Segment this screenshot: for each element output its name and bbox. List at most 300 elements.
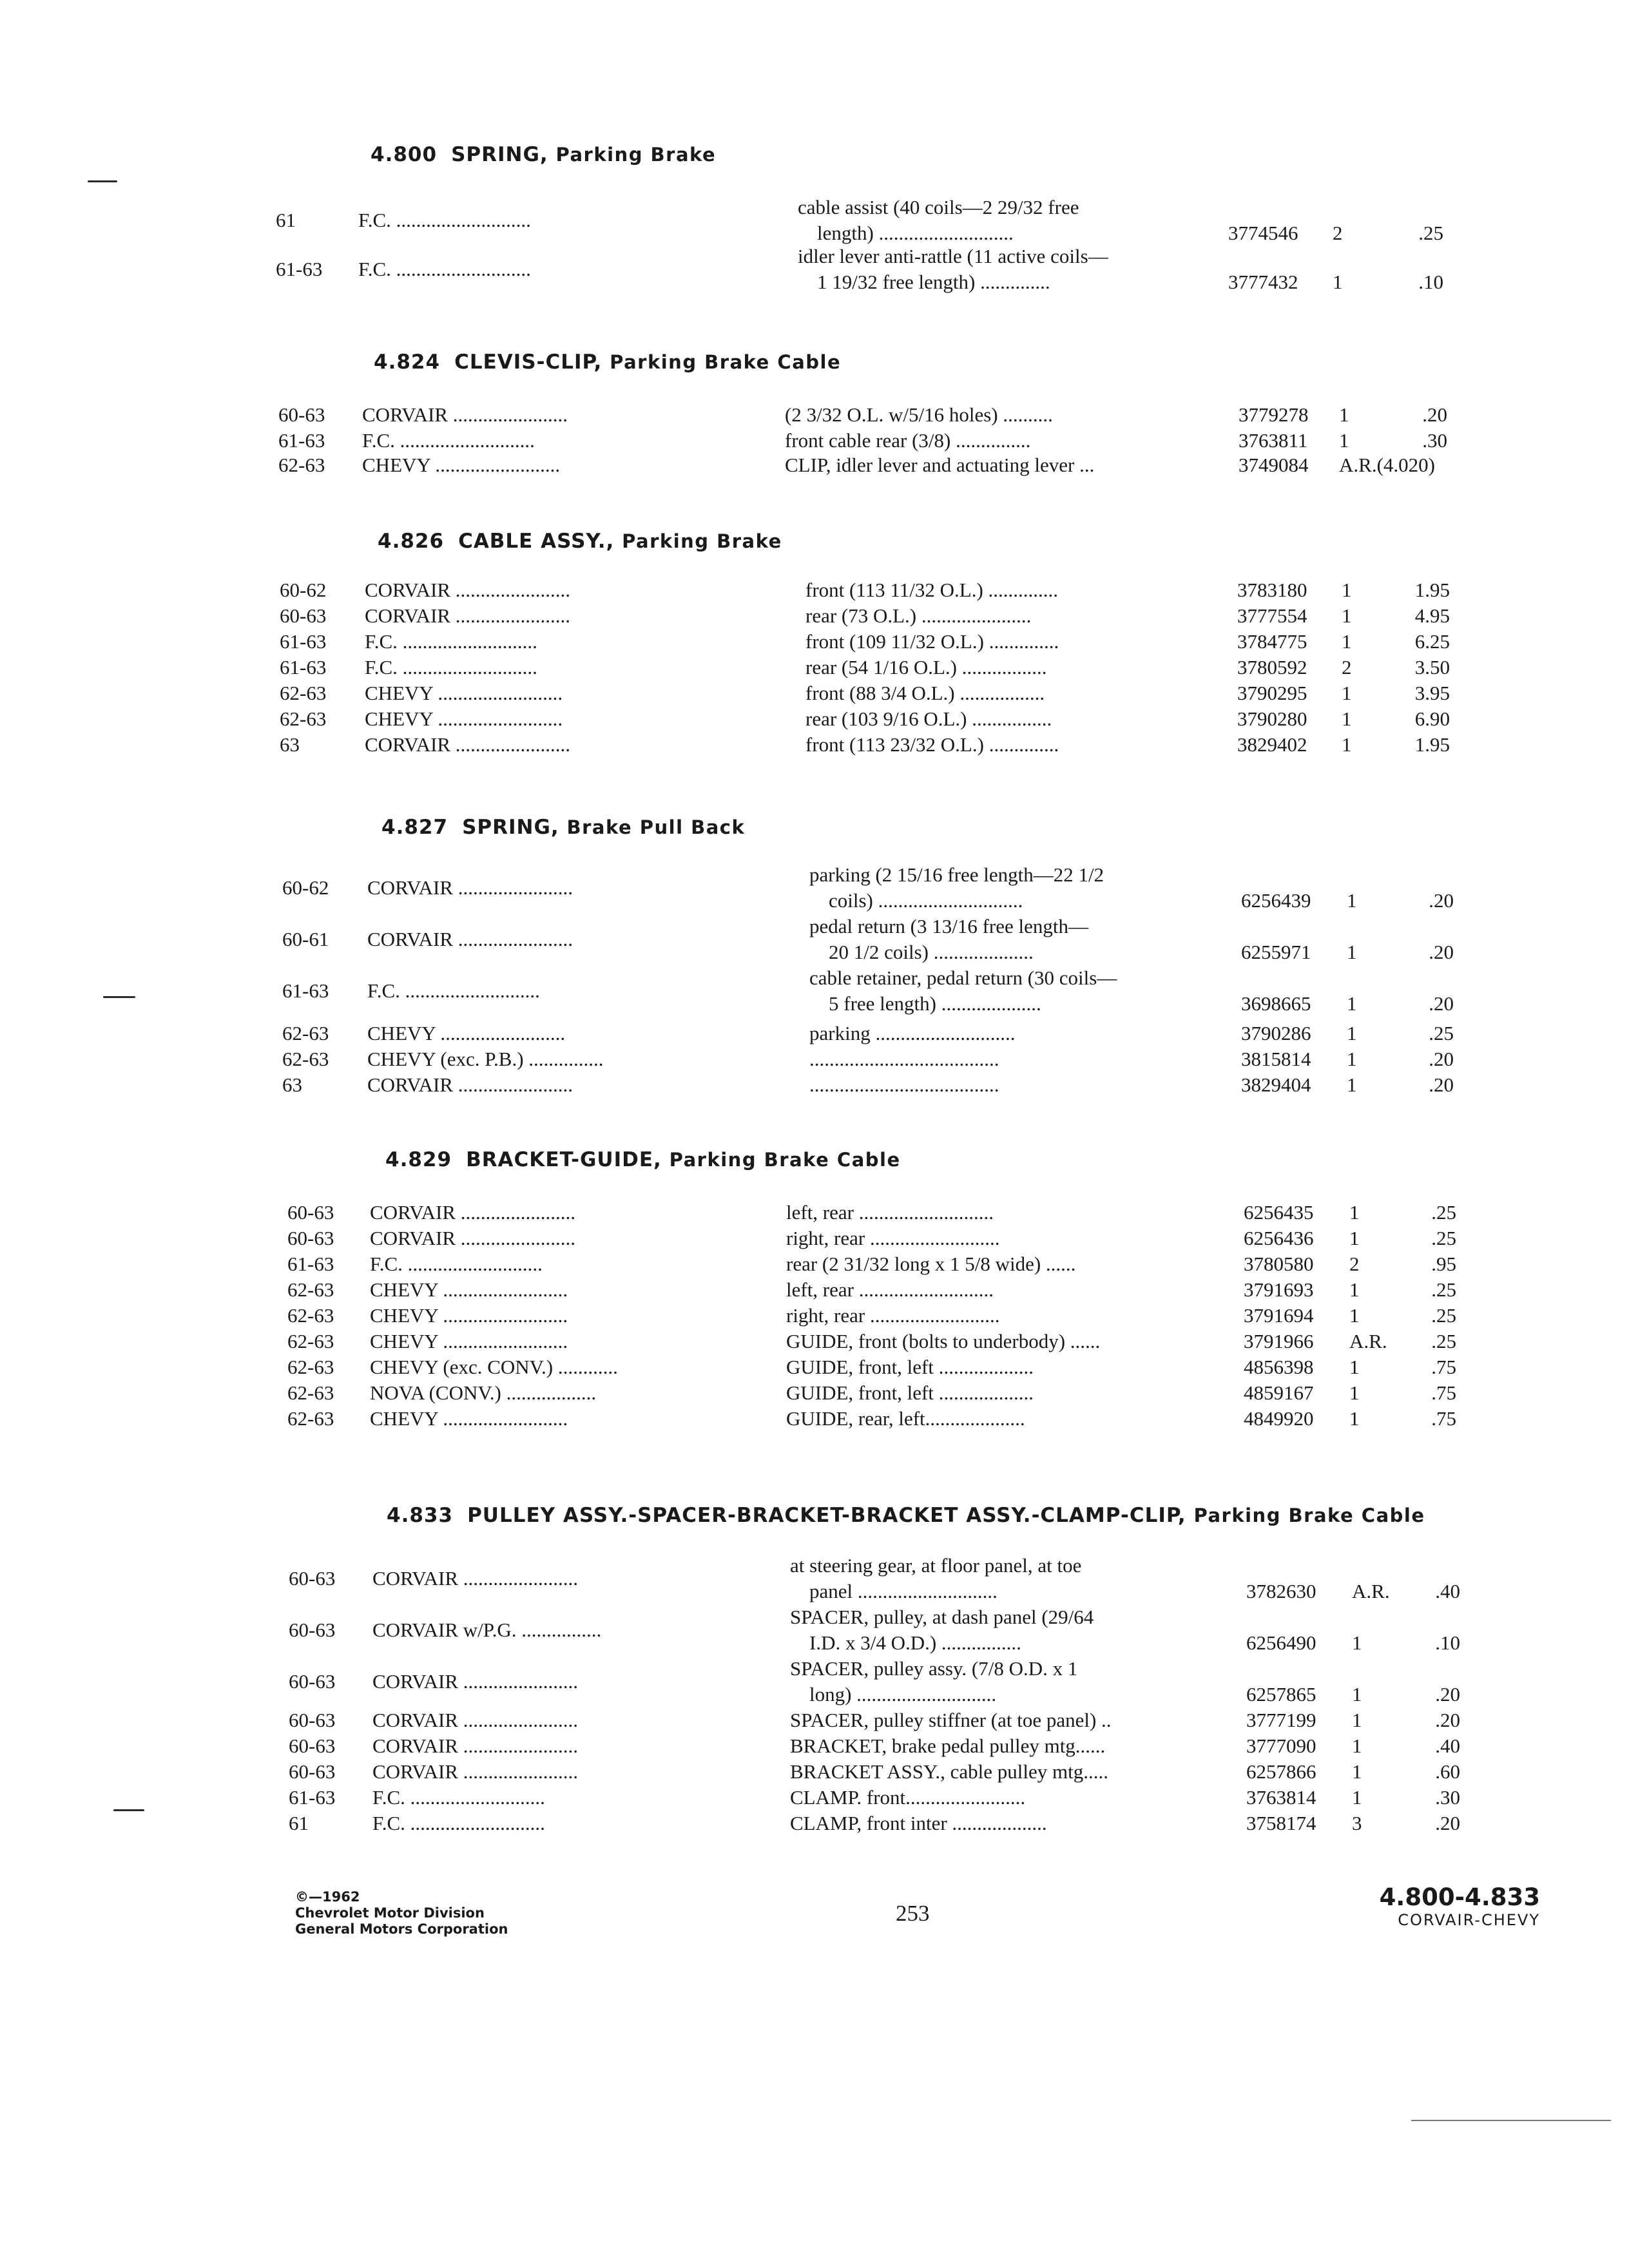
description-line: cable retainer, pedal return (30 coils—	[809, 966, 1117, 989]
parts-row	[0, 1733, 1629, 1759]
corporation-line: General Motors Corporation	[295, 1921, 508, 1937]
parts-row	[0, 195, 1629, 246]
parts-row	[0, 1604, 1629, 1656]
page-number: 253	[896, 1901, 930, 1926]
year-range: 62-63	[287, 1330, 334, 1352]
part-description	[786, 1354, 1211, 1380]
part-description	[790, 1707, 1215, 1733]
parts-row	[0, 1251, 1629, 1277]
vehicle-model: CORVAIR .......................	[365, 604, 571, 627]
part-description	[790, 1553, 1215, 1604]
part-description	[786, 1225, 1211, 1251]
quantity: 1	[1347, 1022, 1357, 1044]
quantity: 1	[1339, 403, 1349, 426]
part-number: 6257865	[1246, 1683, 1316, 1706]
parts-row	[0, 732, 1629, 758]
vehicle-model: F.C. ...........................	[358, 258, 531, 280]
section-number: 4.824	[374, 351, 441, 374]
description-line: CLIP, idler lever and actuating lever ...	[785, 454, 1095, 476]
description-line: (2 3/32 O.L. w/5/16 holes) ..........	[785, 403, 1053, 426]
price: .20	[1435, 1812, 1460, 1834]
description-line: GUIDE, front (bolts to underbody) ......	[786, 1330, 1101, 1352]
vehicle-model: CORVAIR .......................	[365, 733, 571, 756]
part-description	[786, 1277, 1211, 1303]
section-heading	[374, 351, 841, 374]
part-number: 6256439	[1241, 889, 1311, 912]
year-range: 61-63	[280, 630, 327, 653]
section-number: 4.827	[381, 816, 448, 839]
part-description	[786, 1380, 1211, 1406]
year-range: 60-63	[280, 604, 327, 627]
description-line: pedal return (3 13/16 free length—	[809, 915, 1088, 937]
description-line: SPACER, pulley, at dash panel (29/64	[790, 1606, 1094, 1628]
year-range: 62-63	[280, 682, 327, 704]
vehicle-model: F.C. ...........................	[367, 979, 540, 1002]
price: .20	[1429, 889, 1454, 912]
year-range: 62-63	[287, 1381, 334, 1404]
part-number: 6256490	[1246, 1631, 1316, 1654]
price: .30	[1435, 1786, 1460, 1809]
description-line: front (109 11/32 O.L.) ..............	[805, 630, 1059, 653]
description-line: BRACKET ASSY., cable pulley mtg.....	[790, 1760, 1109, 1783]
price: 1.95	[1414, 579, 1450, 601]
vehicle-model: CORVAIR .......................	[367, 876, 574, 899]
description-line: BRACKET, brake pedal pulley mtg......	[790, 1735, 1106, 1757]
vehicle-model: CHEVY .........................	[365, 682, 563, 704]
parts-row	[0, 428, 1629, 454]
parts-row	[0, 1707, 1629, 1733]
year-range: 63	[282, 1073, 302, 1096]
price: .25	[1431, 1227, 1456, 1249]
section-title: CLEVIS-CLIP,	[454, 351, 602, 374]
part-number: 3783180	[1237, 579, 1307, 601]
description-line: CLAMP. front........................	[790, 1786, 1026, 1809]
year-range: 61	[289, 1812, 309, 1834]
price: .10	[1418, 271, 1443, 293]
description-line: SPACER, pulley assy. (7/8 O.D. x 1	[790, 1657, 1078, 1680]
part-description	[786, 1200, 1211, 1225]
vehicle-model: CORVAIR .......................	[365, 579, 571, 601]
year-range: 62-63	[287, 1304, 334, 1327]
part-number: 3777432	[1228, 271, 1298, 293]
quantity: 1	[1349, 1381, 1360, 1404]
part-number: 3777090	[1246, 1735, 1316, 1757]
part-number: 3777554	[1237, 604, 1307, 627]
part-description	[798, 195, 1223, 246]
section-title: BRACKET-GUIDE,	[466, 1148, 662, 1171]
price: .25	[1431, 1201, 1456, 1224]
publisher-block	[295, 1889, 508, 1937]
description-line: SPACER, pulley stiffner (at toe panel) ..	[790, 1709, 1112, 1731]
part-description	[785, 402, 1210, 428]
vehicle-model: CORVAIR .......................	[370, 1201, 576, 1224]
parts-row	[0, 1759, 1629, 1785]
parts-row	[0, 706, 1629, 732]
part-number: 6256436	[1244, 1227, 1314, 1249]
year-range: 62-63	[287, 1278, 334, 1301]
part-description	[809, 914, 1235, 965]
part-description	[785, 452, 1210, 478]
year-range: 61-63	[276, 258, 323, 280]
vehicle-model: CHEVY .........................	[370, 1278, 568, 1301]
price: 6.25	[1414, 630, 1450, 653]
price: .20	[1435, 1683, 1460, 1706]
part-number: 3774546	[1228, 222, 1298, 244]
part-description	[786, 1303, 1211, 1329]
vehicle-model: NOVA (CONV.) ..................	[370, 1381, 597, 1404]
price: .25	[1431, 1278, 1456, 1301]
price: .60	[1435, 1760, 1460, 1783]
vehicle-model: CORVAIR .......................	[372, 1709, 579, 1731]
year-range: 61-63	[282, 979, 329, 1002]
parts-row	[0, 1656, 1629, 1707]
quantity: 1	[1342, 707, 1352, 730]
description-line: parking ............................	[809, 1022, 1016, 1044]
part-number: 3780592	[1237, 656, 1307, 678]
vehicle-model: CHEVY .........................	[370, 1304, 568, 1327]
description-line: long) ............................	[809, 1683, 997, 1706]
part-number: 3791694	[1244, 1304, 1314, 1327]
parts-row	[0, 452, 1629, 478]
part-number: 3790295	[1237, 682, 1307, 704]
price: 6.90	[1414, 707, 1450, 730]
part-number: 6255971	[1241, 941, 1311, 963]
part-description	[790, 1733, 1215, 1759]
part-number: 3782630	[1246, 1580, 1316, 1602]
year-range: 60-63	[289, 1760, 336, 1783]
quantity: A.R.	[1349, 1330, 1387, 1352]
section-number: 4.829	[385, 1148, 452, 1171]
description-line: at steering gear, at floor panel, at toe	[790, 1554, 1082, 1577]
vehicle-model: CORVAIR .......................	[372, 1735, 579, 1757]
part-number: 3777199	[1246, 1709, 1316, 1731]
section-title: PULLEY ASSY.-SPACER-BRACKET-BRACKET ASSY.-CLAMP-CLIP,	[467, 1504, 1186, 1527]
parts-row	[0, 1225, 1629, 1251]
section-subtitle: Parking Brake	[622, 530, 782, 552]
year-range: 60-63	[287, 1227, 334, 1249]
parts-row	[0, 1046, 1629, 1072]
price: .20	[1429, 1073, 1454, 1096]
vehicle-model: CHEVY .........................	[370, 1330, 568, 1352]
part-description	[790, 1759, 1215, 1785]
price: .75	[1431, 1407, 1456, 1430]
vehicle-model: F.C. ...........................	[372, 1786, 545, 1809]
parts-row	[0, 1354, 1629, 1380]
part-number: 3763811	[1239, 429, 1308, 452]
year-range: 61	[276, 209, 296, 231]
vehicle-model: F.C. ...........................	[365, 656, 537, 678]
description-line: GUIDE, front, left ...................	[786, 1381, 1034, 1404]
description-line: right, rear ..........................	[786, 1227, 1000, 1249]
vehicle-model: F.C. ...........................	[365, 630, 537, 653]
year-range: 63	[280, 733, 300, 756]
parts-row	[0, 1303, 1629, 1329]
parts-row	[0, 862, 1629, 914]
section-number: 4.800	[371, 143, 438, 166]
part-number: 4856398	[1244, 1356, 1314, 1378]
quantity: 1	[1352, 1683, 1362, 1706]
part-number: 3829404	[1241, 1073, 1311, 1096]
quantity: A.R.(4.020)	[1339, 454, 1435, 476]
year-range: 60-63	[278, 403, 325, 426]
price: 3.50	[1414, 656, 1450, 678]
description-line: front (88 3/4 O.L.) .................	[805, 682, 1045, 704]
part-number: 3791966	[1244, 1330, 1314, 1352]
part-number: 3791693	[1244, 1278, 1314, 1301]
description-line: 20 1/2 coils) ....................	[829, 941, 1034, 963]
section-title: SPRING,	[451, 143, 548, 166]
section-subtitle: Brake Pull Back	[566, 816, 746, 838]
part-description	[786, 1251, 1211, 1277]
price: 4.95	[1414, 604, 1450, 627]
quantity: A.R.	[1352, 1580, 1390, 1602]
part-description	[809, 1021, 1235, 1046]
description-line: coils) .............................	[829, 889, 1023, 912]
section-title: CABLE ASSY.,	[458, 530, 615, 553]
year-range: 61-63	[280, 656, 327, 678]
bottom-rule	[1411, 2120, 1611, 2121]
vehicle-model: CHEVY .........................	[370, 1407, 568, 1430]
parts-row	[0, 1329, 1629, 1354]
quantity: 1	[1342, 630, 1352, 653]
vehicle-model: CORVAIR w/P.G. ................	[372, 1619, 602, 1641]
price: .75	[1431, 1356, 1456, 1378]
quantity: 1	[1349, 1304, 1360, 1327]
part-number: 3749084	[1239, 454, 1309, 476]
parts-row	[0, 1380, 1629, 1406]
description-line: GUIDE, front, left ...................	[786, 1356, 1034, 1378]
quantity: 1	[1342, 733, 1352, 756]
quantity: 1	[1349, 1201, 1360, 1224]
vehicle-model: CHEVY (exc. P.B.) ...............	[367, 1048, 604, 1070]
description-line: 1 19/32 free length) ..............	[817, 271, 1050, 293]
quantity: 1	[1347, 941, 1357, 963]
vehicle-model: CORVAIR .......................	[367, 928, 574, 950]
part-description	[790, 1811, 1215, 1836]
part-description	[805, 655, 1231, 680]
section-subtitle: Parking Brake Cable	[610, 351, 842, 373]
price: .30	[1422, 429, 1447, 452]
parts-row	[0, 680, 1629, 706]
parts-row	[0, 244, 1629, 295]
parts-row	[0, 577, 1629, 603]
vehicle-model: CORVAIR .......................	[372, 1760, 579, 1783]
section-heading	[371, 143, 716, 166]
quantity: 1	[1349, 1407, 1360, 1430]
part-description	[805, 706, 1231, 732]
page-model: CORVAIR-CHEVY	[1398, 1911, 1540, 1929]
parts-row	[0, 629, 1629, 655]
section-heading	[378, 530, 782, 553]
page-range: 4.800-4.833	[1379, 1883, 1540, 1911]
parts-row	[0, 1785, 1629, 1811]
price: .25	[1429, 1022, 1454, 1044]
description-line: GUIDE, rear, left....................	[786, 1407, 1025, 1430]
part-description	[785, 428, 1210, 454]
price: .95	[1431, 1253, 1456, 1275]
price: .20	[1429, 941, 1454, 963]
vehicle-model: CORVAIR .......................	[370, 1227, 576, 1249]
quantity: 1	[1352, 1631, 1362, 1654]
section-heading	[381, 816, 745, 839]
part-number: 3780580	[1244, 1253, 1314, 1275]
description-line: front (113 11/32 O.L.) ..............	[805, 579, 1059, 601]
vehicle-model: F.C. ...........................	[362, 429, 535, 452]
quantity: 1	[1349, 1227, 1360, 1249]
year-range: 60-61	[282, 928, 329, 950]
description-line: ......................................	[809, 1073, 999, 1096]
part-number: 3829402	[1237, 733, 1307, 756]
quantity: 1	[1352, 1735, 1362, 1757]
vehicle-model: F.C. ...........................	[372, 1812, 545, 1834]
part-number: 6256435	[1244, 1201, 1314, 1224]
section-heading	[387, 1504, 1425, 1527]
part-description	[809, 1046, 1235, 1072]
parts-row	[0, 965, 1629, 1017]
part-description	[786, 1406, 1211, 1432]
part-description	[805, 732, 1231, 758]
price: .75	[1431, 1381, 1456, 1404]
part-description	[790, 1656, 1215, 1707]
vehicle-model: CHEVY .........................	[362, 454, 561, 476]
quantity: 1	[1352, 1786, 1362, 1809]
part-number: 3779278	[1239, 403, 1309, 426]
quantity: 1	[1347, 1073, 1357, 1096]
description-line: rear (73 O.L.) ......................	[805, 604, 1032, 627]
quantity: 1	[1342, 682, 1352, 704]
quantity: 1	[1349, 1278, 1360, 1301]
section-number: 4.826	[378, 530, 445, 553]
part-number: 3815814	[1241, 1048, 1311, 1070]
part-description	[805, 629, 1231, 655]
parts-row	[0, 1553, 1629, 1604]
year-range: 62-63	[287, 1407, 334, 1430]
part-description	[790, 1604, 1215, 1656]
year-range: 60-63	[289, 1670, 336, 1693]
vehicle-model: CHEVY (exc. CONV.) ............	[370, 1356, 618, 1378]
quantity: 2	[1342, 656, 1352, 678]
vehicle-model: CORVAIR .......................	[367, 1073, 574, 1096]
quantity: 1	[1347, 992, 1357, 1015]
price: .10	[1435, 1631, 1460, 1654]
part-description	[805, 603, 1231, 629]
year-range: 60-63	[289, 1709, 336, 1731]
year-range: 62-63	[282, 1048, 329, 1070]
description-line: cable assist (40 coils—2 29/32 free	[798, 196, 1079, 218]
vehicle-model: F.C. ...........................	[358, 209, 531, 231]
part-number: 3763814	[1246, 1786, 1316, 1809]
section-number: 4.833	[387, 1504, 454, 1527]
description-line: length) ...........................	[817, 222, 1014, 244]
vehicle-model: CORVAIR .......................	[362, 403, 568, 426]
parts-row	[0, 1406, 1629, 1432]
part-number: 4849920	[1244, 1407, 1314, 1430]
quantity: 2	[1349, 1253, 1360, 1275]
price: .20	[1429, 1048, 1454, 1070]
quantity: 1	[1342, 579, 1352, 601]
description-line: rear (103 9/16 O.L.) ................	[805, 707, 1052, 730]
quantity: 1	[1352, 1760, 1362, 1783]
description-line: rear (2 31/32 long x 1 5/8 wide) ......	[786, 1253, 1076, 1275]
year-range: 60-63	[289, 1735, 336, 1757]
description-line: panel ............................	[809, 1580, 998, 1602]
part-description	[786, 1329, 1211, 1354]
year-range: 61-63	[287, 1253, 334, 1275]
year-range: 62-63	[282, 1022, 329, 1044]
description-line: CLAMP, front inter ...................	[790, 1812, 1047, 1834]
quantity: 1	[1349, 1356, 1360, 1378]
year-range: 62-63	[287, 1356, 334, 1378]
section-title: SPRING,	[462, 816, 559, 839]
quantity: 2	[1333, 222, 1343, 244]
price: 3.95	[1414, 682, 1450, 704]
parts-row	[0, 914, 1629, 965]
price: .20	[1429, 992, 1454, 1015]
part-number: 4859167	[1244, 1381, 1314, 1404]
part-description	[809, 965, 1235, 1017]
quantity: 1	[1333, 271, 1343, 293]
margin-mark	[88, 180, 117, 182]
description-line: parking (2 15/16 free length—22 1/2	[809, 863, 1104, 886]
part-number: 3790280	[1237, 707, 1307, 730]
price: .20	[1435, 1709, 1460, 1731]
section-subtitle: Parking Brake	[555, 144, 717, 166]
quantity: 1	[1347, 889, 1357, 912]
description-line: front cable rear (3/8) ...............	[785, 429, 1031, 452]
parts-row	[0, 1277, 1629, 1303]
quantity: 1	[1352, 1709, 1362, 1731]
parts-row	[0, 1072, 1629, 1098]
year-range: 60-62	[280, 579, 327, 601]
quantity: 1	[1339, 429, 1349, 452]
part-number: 3758174	[1246, 1812, 1316, 1834]
price: 1.95	[1414, 733, 1450, 756]
year-range: 60-62	[282, 876, 329, 899]
quantity: 3	[1352, 1812, 1362, 1834]
parts-row	[0, 402, 1629, 428]
part-number: 3698665	[1241, 992, 1311, 1015]
parts-row	[0, 603, 1629, 629]
part-description	[805, 577, 1231, 603]
quantity: 1	[1347, 1048, 1357, 1070]
vehicle-model: F.C. ...........................	[370, 1253, 543, 1275]
parts-row	[0, 1811, 1629, 1836]
year-range: 60-63	[289, 1619, 336, 1641]
year-range: 61-63	[289, 1786, 336, 1809]
description-line: left, rear ...........................	[786, 1278, 994, 1301]
description-line: idler lever anti-rattle (11 active coils—	[798, 245, 1108, 267]
quantity: 1	[1342, 604, 1352, 627]
description-line: front (113 23/32 O.L.) ..............	[805, 733, 1059, 756]
description-line: ......................................	[809, 1048, 999, 1070]
year-range: 60-63	[287, 1201, 334, 1224]
price: .40	[1435, 1580, 1460, 1602]
parts-row	[0, 1021, 1629, 1046]
price: .20	[1422, 403, 1447, 426]
year-range: 61-63	[278, 429, 325, 452]
description-line: I.D. x 3/4 O.D.) ................	[809, 1631, 1021, 1654]
section-heading	[385, 1148, 901, 1171]
price: .25	[1418, 222, 1443, 244]
part-description	[809, 1072, 1235, 1098]
price: .25	[1431, 1304, 1456, 1327]
year-range: 60-63	[289, 1567, 336, 1590]
description-line: left, rear ...........................	[786, 1201, 994, 1224]
page-range-block	[1302, 1884, 1540, 1929]
part-number: 3784775	[1237, 630, 1307, 653]
part-number: 3790286	[1241, 1022, 1311, 1044]
description-line: rear (54 1/16 O.L.) .................	[805, 656, 1047, 678]
